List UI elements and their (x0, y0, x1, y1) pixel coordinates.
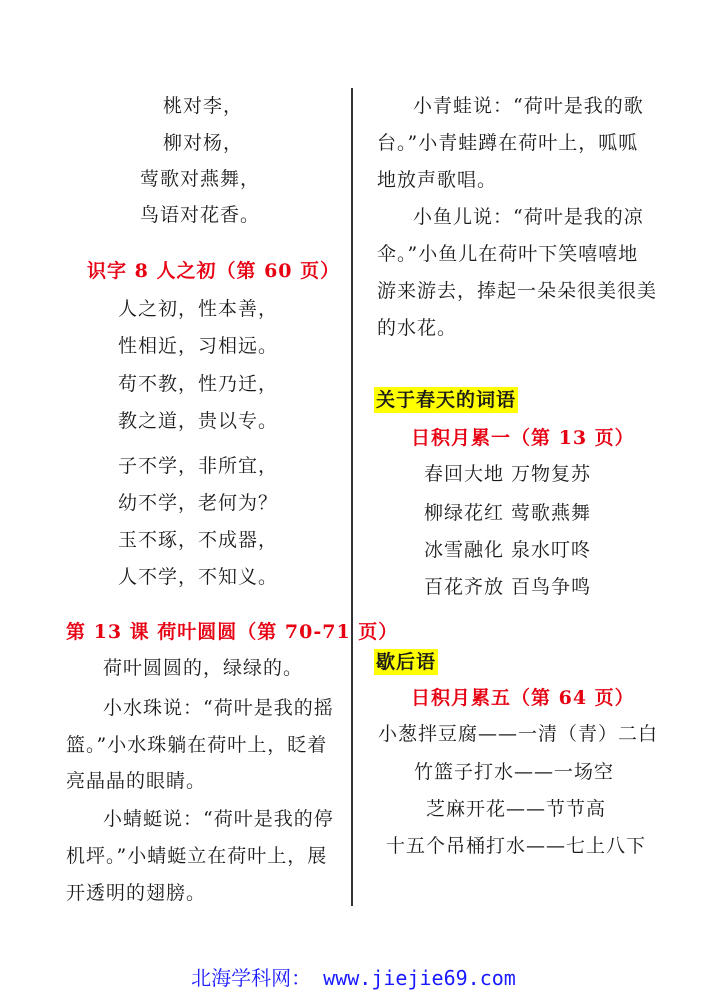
subheading-accumulation-1: 日积月累一（第 13 页） (411, 427, 635, 449)
text-line: 游来游去，捧起一朵朵很美很美 (377, 280, 658, 302)
text-line: 苟不教，性乃迁， (118, 373, 279, 395)
text-line: 亮晶晶的眼睛。 (66, 770, 207, 792)
footer-watermark: 北海学科网： www.jiejie69.com (191, 966, 516, 990)
word-pair-line: 春回大地 万物复苏 (424, 463, 592, 485)
heading-spring-words-text: 关于春天的词语 (376, 389, 517, 411)
text-line: 伞。”小鱼儿在荷叶下笑嘻嘻地 (377, 243, 639, 265)
word-pair-line: 百花齐放 百鸟争鸣 (424, 576, 592, 598)
text-line: 性相近，习相远。 (118, 335, 279, 357)
saying-line: 竹篮子打水——一场空 (414, 761, 615, 783)
column-divider (351, 88, 353, 906)
saying-line: 小葱拌豆腐——一清（青）二白 (378, 723, 659, 745)
text-line: 小水珠说：“荷叶是我的摇 (103, 697, 334, 719)
text-line: 小蜻蜓说：“荷叶是我的停 (103, 808, 334, 830)
text-line: 小鱼儿说：“荷叶是我的凉 (413, 206, 644, 228)
text-line: 台。”小青蛙蹲在荷叶上，呱呱 (377, 132, 639, 154)
text-line: 小青蛙说：“荷叶是我的歌 (413, 95, 644, 117)
poem-line: 桃对李， (163, 95, 244, 117)
saying-line: 十五个吊桶打水——七上八下 (386, 835, 647, 857)
text-line: 人之初，性本善， (118, 298, 279, 320)
subheading-accumulation-5: 日积月累五（第 64 页） (411, 687, 635, 709)
heading-xiehouyu (374, 650, 438, 674)
text-line: 教之道，贵以专。 (118, 410, 279, 432)
poem-line: 柳对杨， (163, 132, 244, 154)
text-line: 机坪。”小蜻蜓立在荷叶上，展 (66, 845, 328, 867)
text-line: 开透明的翅膀。 (66, 882, 207, 904)
text-line: 的水花。 (377, 317, 458, 339)
saying-line: 芝麻开花——节节高 (426, 798, 607, 820)
section-title-lesson13: 第 13 课 荷叶圆圆（第 70-71 页） (66, 621, 399, 643)
heading-xiehouyu-text: 歇后语 (376, 651, 437, 673)
text-line: 荷叶圆圆的，绿绿的。 (103, 657, 304, 679)
text-line: 地放声歌唱。 (377, 169, 498, 191)
text-line: 子不学，非所宜， (118, 455, 279, 477)
text-line: 人不学，不知义。 (118, 566, 279, 588)
poem-line: 鸟语对花香。 (140, 204, 261, 226)
text-line: 幼不学，老何为？ (118, 492, 279, 514)
poem-line: 莺歌对燕舞， (140, 168, 261, 190)
text-line: 篮。”小水珠躺在荷叶上，眨着 (66, 734, 328, 756)
section-title-lesson8: 识字 8 人之初（第 60 页） (87, 260, 341, 282)
word-pair-line: 柳绿花红 莺歌燕舞 (424, 502, 592, 524)
word-pair-line: 冰雪融化 泉水叮咚 (424, 539, 592, 561)
heading-spring-words (374, 388, 518, 412)
text-line: 玉不琢，不成器， (118, 529, 279, 551)
